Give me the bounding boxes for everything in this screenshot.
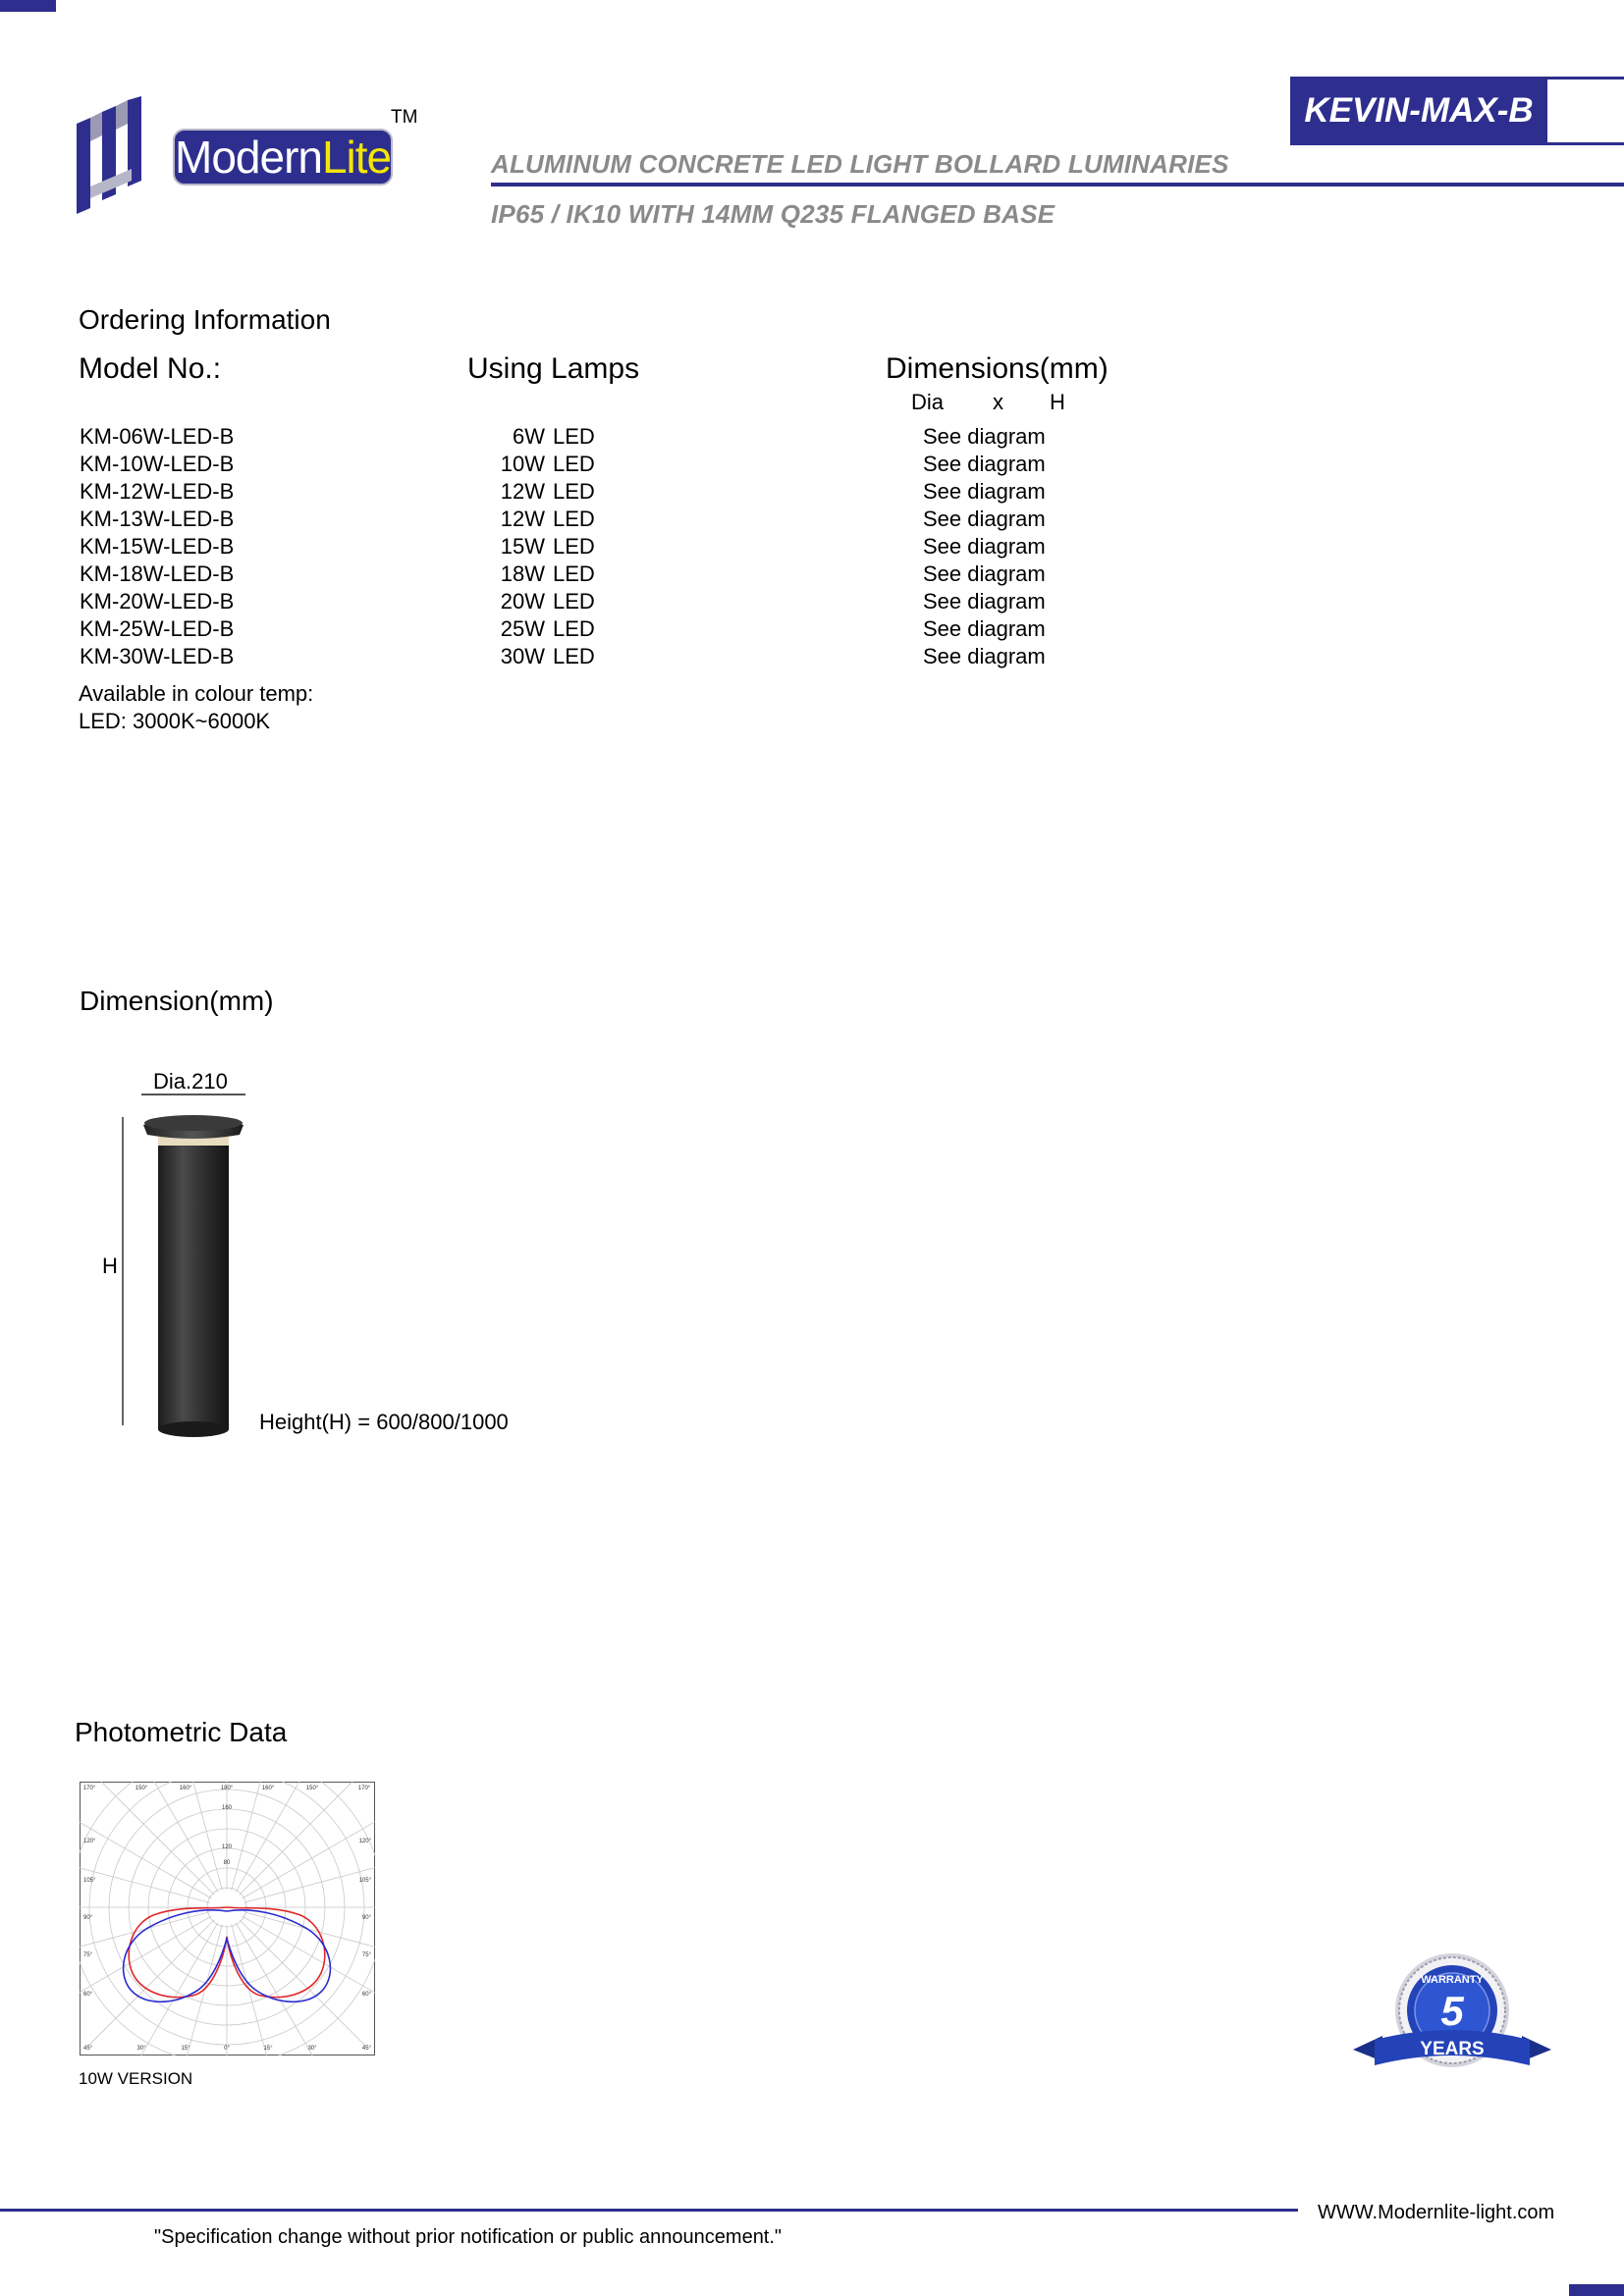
table-row-lamp — [471, 506, 599, 533]
polar-angle-label-left: 45° — [83, 2046, 93, 2052]
polar-angle-label-right: 45° — [361, 2046, 371, 2052]
warranty-years-number: 5 — [1440, 1988, 1464, 2034]
bollard-product-image — [137, 1111, 251, 1439]
header-rule — [491, 183, 1624, 187]
lamp-type: LED — [553, 534, 595, 559]
model-code-badge-frame — [1547, 77, 1624, 145]
polar-radial-label: 80 — [223, 1860, 231, 1866]
logo-word-modern: Modern — [175, 132, 322, 183]
polar-angle-label-bottom: 15° — [263, 2046, 273, 2052]
polar-angle-label-top: 170° — [82, 1786, 96, 1791]
dimension-title: Dimension(mm) — [80, 986, 274, 1016]
diameter-label: Dia.210 — [153, 1069, 228, 1094]
lamp-wattage: 20W — [500, 589, 545, 614]
lamp-wattage: 30W — [500, 644, 545, 668]
polar-angle-label-right: 90° — [361, 1915, 371, 1921]
polar-light-distribution-diagram — [80, 1782, 375, 2056]
lamp-list — [471, 423, 599, 670]
polar-angle-label-right: 105° — [358, 1878, 371, 1884]
warranty-seal-icon — [1353, 1951, 1551, 2089]
lamp-type: LED — [553, 452, 595, 476]
height-label: H — [102, 1254, 118, 1278]
lamp-wattage: 15W — [500, 534, 545, 559]
lamp-type: LED — [553, 589, 595, 614]
table-row-model: KM-15W-LED-B — [80, 534, 235, 559]
polar-angle-label-bottom: 30° — [307, 2046, 317, 2052]
lamp-wattage: 12W — [500, 507, 545, 531]
table-row-lamp — [471, 588, 599, 615]
photometric-title: Photometric Data — [75, 1717, 288, 1747]
model-code-badge: KEVIN-MAX-B — [1290, 77, 1547, 145]
table-row-dimensions: See diagram — [923, 589, 1046, 614]
table-row-lamp — [471, 561, 599, 588]
table-row-dimensions: See diagram — [923, 479, 1046, 504]
polar-angle-label-right: 60° — [361, 1992, 371, 1998]
column-header-lamps: Using Lamps — [467, 352, 640, 385]
lamp-wattage: 12W — [500, 479, 545, 504]
logo-word-lite: Lite — [321, 132, 392, 183]
dimension-subheader — [911, 390, 1065, 415]
table-row-model: KM-30W-LED-B — [80, 644, 235, 668]
polar-angle-label-bottom: 30° — [136, 2046, 146, 2052]
lamp-wattage: 10W — [500, 452, 545, 476]
table-row-model: KM-13W-LED-B — [80, 507, 235, 531]
photometric-version-label: 10W VERSION — [79, 2069, 193, 2088]
warranty-label-bottom: YEARS — [1420, 2039, 1485, 2059]
dimension-sub-h: H — [1050, 390, 1065, 414]
lamp-type: LED — [553, 616, 595, 641]
lamp-wattage: 18W — [500, 561, 545, 586]
polar-angle-label-left: 120° — [83, 1839, 96, 1844]
table-row-dimensions: See diagram — [923, 452, 1046, 476]
table-row-model: KM-10W-LED-B — [80, 452, 235, 476]
table-row-lamp — [471, 478, 599, 506]
product-spec-subtitle: IP65 / IK10 WITH 14MM Q235 FLANGED BASE — [491, 199, 1056, 229]
polar-angle-label-top: 160° — [261, 1786, 275, 1791]
footer-rule — [0, 2209, 1298, 2212]
lamp-type: LED — [553, 561, 595, 586]
polar-angle-label-left: 105° — [83, 1878, 96, 1884]
table-row-lamp — [471, 533, 599, 561]
table-row-model: KM-18W-LED-B — [80, 561, 235, 586]
dimension-sub-x: x — [993, 390, 1003, 414]
polar-angle-label-top: 170° — [357, 1786, 371, 1791]
table-row-lamp — [471, 643, 599, 670]
polar-angle-label-bottom: 15° — [181, 2046, 190, 2052]
lamp-type: LED — [553, 424, 595, 449]
height-line — [122, 1117, 124, 1425]
table-row-model: KM-20W-LED-B — [80, 589, 235, 614]
polar-angle-label-top: 180° — [220, 1786, 234, 1791]
table-row-lamp — [471, 451, 599, 478]
table-row-lamp — [471, 423, 599, 451]
trademark-symbol: TM — [391, 107, 418, 128]
table-row-model: KM-25W-LED-B — [80, 616, 235, 641]
colour-temp-label: Available in colour temp: — [79, 681, 314, 706]
lamp-type: LED — [553, 644, 595, 668]
polar-radial-label: 120 — [221, 1844, 233, 1850]
polar-angle-label-top: 160° — [179, 1786, 192, 1791]
polar-angle-label-top: 150° — [135, 1786, 148, 1791]
lamp-wattage: 25W — [500, 616, 545, 641]
warranty-label-top: WARRANTY — [1421, 1974, 1484, 1986]
ordering-title: Ordering Information — [79, 304, 331, 335]
height-note: Height(H) = 600/800/1000 — [259, 1410, 509, 1434]
column-header-dimensions: Dimensions(mm) — [886, 352, 1109, 385]
lamp-type: LED — [553, 479, 595, 504]
polar-radial-label: 160 — [221, 1805, 233, 1811]
polar-angle-label-right: 120° — [358, 1839, 371, 1844]
lamp-wattage: 6W — [513, 424, 545, 449]
brand-logo — [77, 93, 420, 221]
polar-angle-label-left: 75° — [83, 1952, 93, 1958]
table-row-lamp — [471, 615, 599, 643]
dimensions-list — [923, 423, 1046, 670]
table-row-model: KM-12W-LED-B — [80, 479, 235, 504]
polar-angle-label-right: 75° — [361, 1952, 371, 1958]
logo-wordmark — [173, 129, 393, 186]
polar-angle-label-left: 60° — [83, 1992, 93, 1998]
table-row-dimensions: See diagram — [923, 534, 1046, 559]
table-row-dimensions: See diagram — [923, 644, 1046, 668]
table-row-dimensions: See diagram — [923, 561, 1046, 586]
lamp-type: LED — [553, 507, 595, 531]
footer-website: WWW.Modernlite-light.com — [1318, 2202, 1555, 2223]
corner-accent-bottom — [1569, 2284, 1624, 2296]
footer-disclaimer: "Specification change without prior notification or public announcement." — [154, 2226, 783, 2248]
colour-temp-value: LED: 3000K~6000K — [79, 709, 271, 733]
corner-accent-top — [0, 0, 56, 12]
table-row-dimensions: See diagram — [923, 507, 1046, 531]
table-row-dimensions: See diagram — [923, 616, 1046, 641]
diameter-line — [141, 1094, 245, 1095]
product-subtitle: ALUMINUM CONCRETE LED LIGHT BOLLARD LUMINARIES — [491, 149, 1229, 179]
polar-angle-label-bottom: 0° — [224, 2046, 230, 2052]
model-list — [80, 423, 234, 670]
polar-angle-label-left: 90° — [83, 1915, 93, 1921]
table-row-model: KM-06W-LED-B — [80, 424, 235, 449]
logo-mark-icon — [77, 96, 159, 216]
polar-angle-label-top: 150° — [305, 1786, 319, 1791]
dimension-sub-dia: Dia — [911, 390, 945, 414]
column-header-model: Model No.: — [79, 352, 222, 385]
table-row-dimensions: See diagram — [923, 424, 1046, 449]
